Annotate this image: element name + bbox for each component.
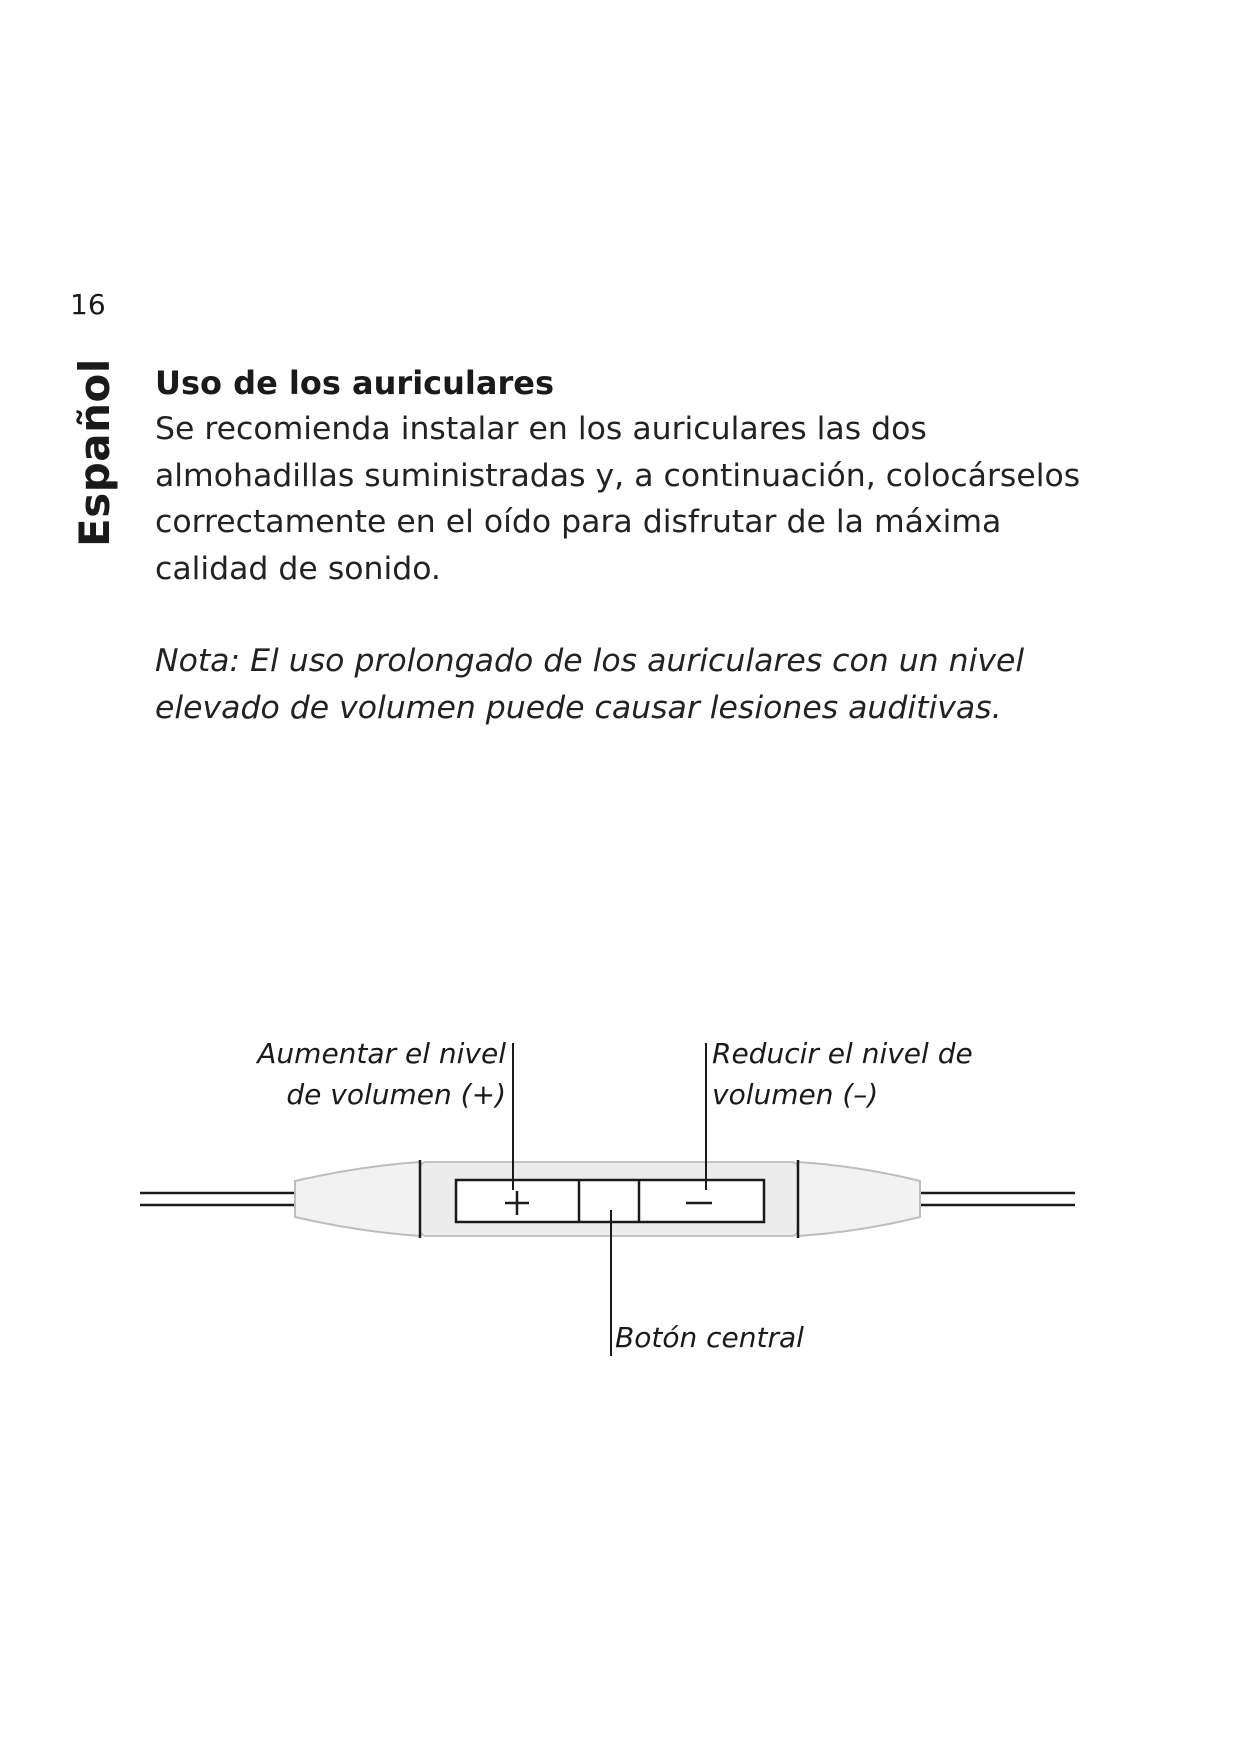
volume-down-label-line: Reducir el nivel de	[712, 1037, 973, 1070]
instructions-line: almohadillas suministradas y, a continuación, colocárselos	[155, 457, 1081, 494]
right-cable	[920, 1193, 1075, 1205]
volume-up-label-line: Aumentar el nivel	[257, 1037, 506, 1070]
left-cable-sleeve	[295, 1162, 420, 1236]
volume-down-label-line: volumen (–)	[712, 1078, 879, 1111]
instructions-line: calidad de sonido.	[155, 550, 441, 587]
left-cable	[140, 1193, 295, 1205]
section-heading: Uso de los auriculares	[155, 364, 555, 402]
volume-down-callout	[712, 1033, 973, 1115]
right-cable-sleeve	[798, 1162, 920, 1236]
volume-up-label-line: de volumen (+)	[286, 1078, 506, 1111]
note-line: elevado de volumen puede causar lesiones auditivas.	[155, 690, 1002, 726]
center-button-callout: Botón central	[615, 1321, 804, 1354]
language-side-label: Español	[70, 358, 119, 547]
instructions-line: correctamente en el oído para disfrutar de la máxima	[155, 504, 1002, 540]
page-number: 16	[70, 288, 106, 321]
center-button[interactable]	[581, 1182, 637, 1220]
volume-up-callout	[257, 1033, 506, 1115]
note-line: Nota: El uso prolongado de los auriculares con un nivel	[155, 643, 1025, 679]
instructions-line: Se recomienda instalar en los auriculares las dos	[155, 411, 927, 447]
